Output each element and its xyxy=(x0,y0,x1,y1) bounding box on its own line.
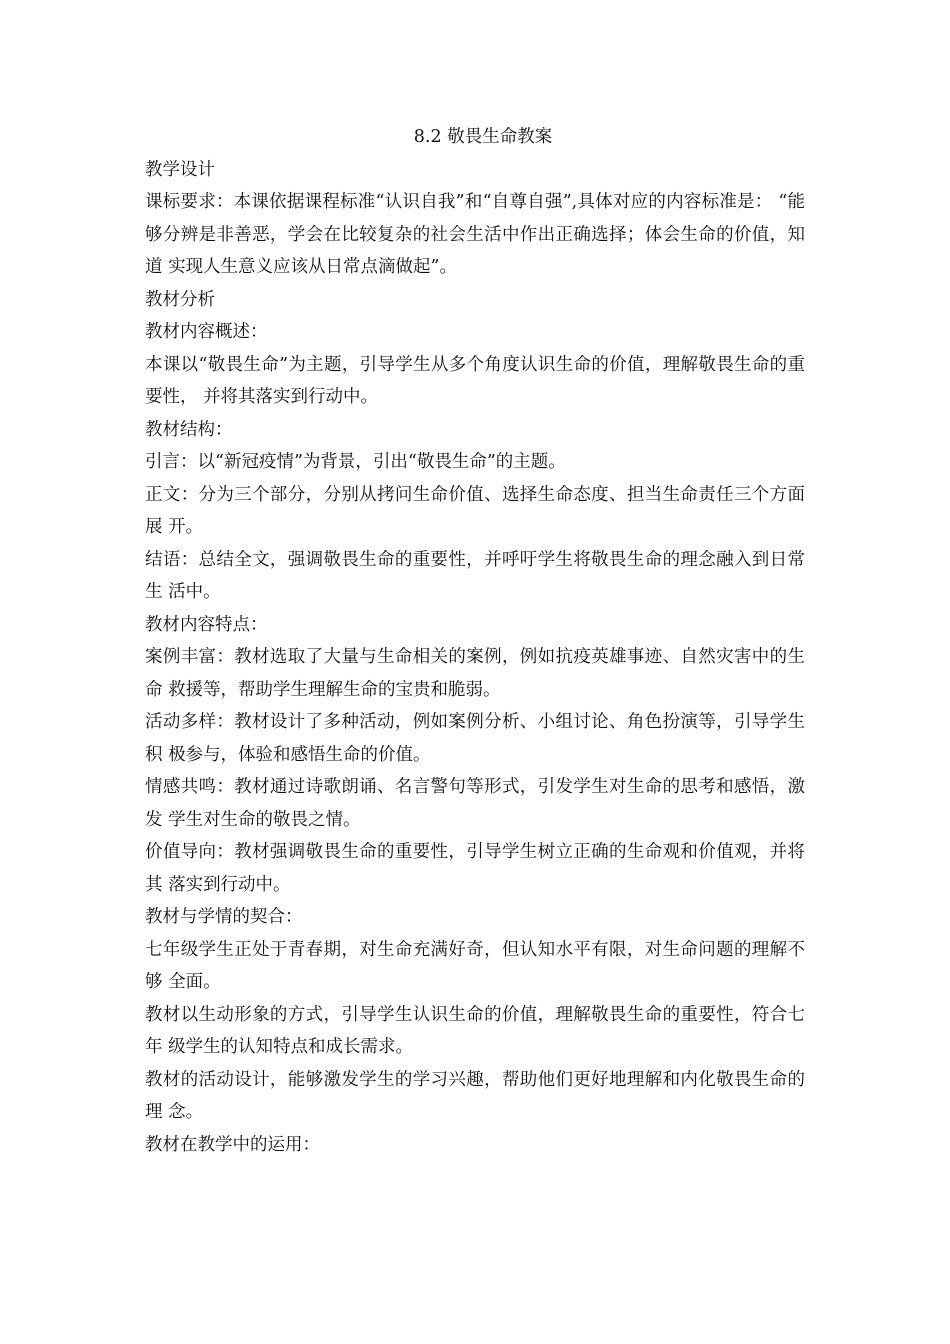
paragraph-content-overview: 本课以“敬畏生命”为主题，引导学生从多个角度认识生命的价值，理解敬畏生命的重要性， 并将其落实到行动中。 xyxy=(145,354,805,407)
paragraph-rich-cases: 案例丰富：教材选取了大量与生命相关的案例，例如抗疫英雄事迹、自然灾害中的生命 救援等，帮助学生理解生命的宝贵和脆弱。 xyxy=(145,647,805,700)
heading-material-analysis: 教材分析 xyxy=(145,289,215,310)
document-title: 8.2 敬畏生命教案 xyxy=(413,127,553,147)
paragraph-activity-design: 教材的活动设计，能够激发学生的学习兴趣，帮助他们更好地理解和内化敬畏生命的理 念。 xyxy=(145,1069,805,1122)
document-body xyxy=(145,121,805,1161)
paragraph-introduction: 引言：以“新冠疫情”为背景，引出“敬畏生命”的主题。 xyxy=(145,452,566,472)
paragraph-student-situation: 七年级学生正处于青春期，对生命充满好奇，但认知水平有限，对生命问题的理解不够 全面。 xyxy=(145,939,805,992)
heading-content-overview: 教材内容概述： xyxy=(145,322,268,342)
heading-material-in-teaching: 教材在教学中的运用： xyxy=(145,1134,320,1155)
heading-content-features: 教材内容特点： xyxy=(145,614,268,635)
paragraph-emotional-resonance: 情感共鸣：教材通过诗歌朗诵、名言警句等形式，引发学生对生命的思考和感悟，激发 学生对生命的敬畏之情。 xyxy=(145,777,805,830)
heading-material-structure: 教材结构： xyxy=(145,419,233,440)
heading-teaching-design: 教学设计 xyxy=(145,159,215,180)
paragraph-conclusion: 结语：总结全文，强调敬畏生命的重要性，并呼吁学生将敬畏生命的理念融入到日常生 活中。 xyxy=(145,549,805,602)
paragraph-curriculum-requirements: 课标要求：本课依据课程标准“认识自我”和“自尊自强”,具体对应的内容标准是： “能够分辨是非善恶，学会在比较复杂的社会生活中作出正确选择；体会生命的价值，知道 实现人生意义应该从日常点滴做起”。 xyxy=(145,192,805,277)
heading-material-fit: 教材与学情的契合： xyxy=(145,907,303,927)
paragraph-material-approach: 教材以生动形象的方式，引导学生认识生命的价值，理解敬畏生命的重要性，符合七年 级学生的认知特点和成长需求。 xyxy=(145,1004,805,1057)
paragraph-value-orientation: 价值导向：教材强调敬畏生命的重要性，引导学生树立正确的生命观和价值观，并将其 落实到行动中。 xyxy=(145,842,805,895)
paragraph-diverse-activities: 活动多样：教材设计了多种活动，例如案例分析、小组讨论、角色扮演等，引导学生积 极参与，体验和感悟生命的价值。 xyxy=(145,712,805,765)
paragraph-main-text: 正文：分为三个部分，分别从拷问生命价值、选择生命态度、担当生命责任三个方面展 开。 xyxy=(145,484,805,537)
